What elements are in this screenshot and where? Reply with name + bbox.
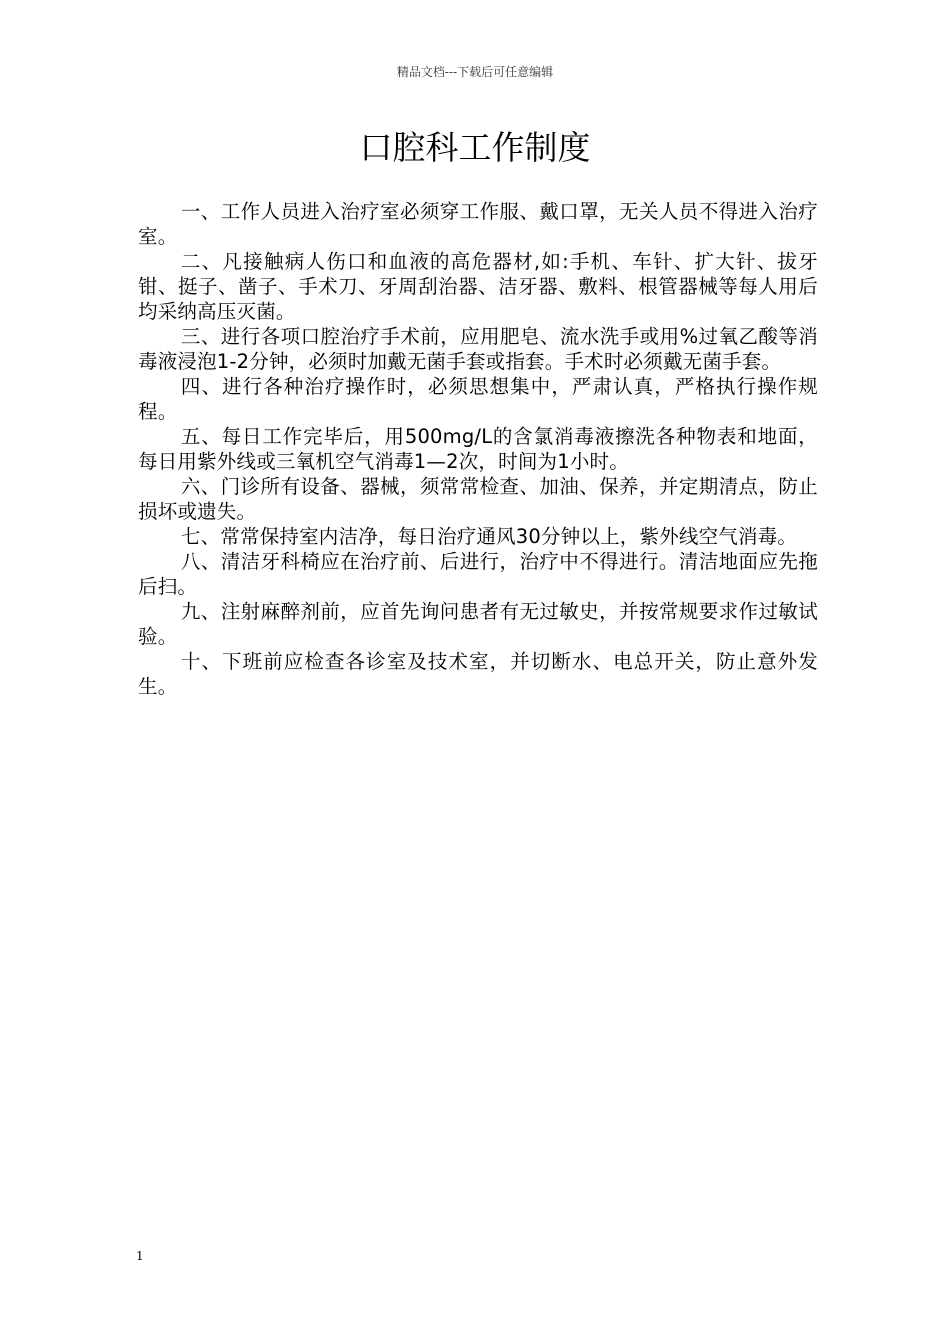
rule-item: 五、每日工作完毕后，用500mg/L的含氯消毒液擦洗各种物表和地面，每日用紫外线或三氧机空气消毒1—2次，时间为1小时。: [138, 425, 818, 473]
document-body: [138, 199, 818, 699]
rule-item: 十、下班前应检查各诊室及技术室，并切断水、电总开关，防止意外发生。: [138, 650, 818, 698]
rule-item: 八、清洁牙科椅应在治疗前、后进行，治疗中不得进行。清洁地面应先拖后扫。: [138, 550, 818, 598]
rule-item: 六、门诊所有设备、器械，须常常检查、加油、保养，并定期清点，防止损坏或遗失。: [138, 475, 818, 523]
rule-item: 七、常常保持室内洁净，每日治疗通风30分钟以上，紫外线空气消毒。: [180, 525, 798, 548]
document-title: 口腔科工作制度: [359, 128, 591, 167]
rule-item: 一、工作人员进入治疗室必须穿工作服、戴口罩，无关人员不得进入治疗室。: [138, 200, 818, 248]
page-number: 1: [136, 1249, 144, 1263]
rule-item: 三、进行各项口腔治疗手术前，应用肥皂、流水洗手或用%过氧乙酸等消毒液浸泡1-2分钟，必须时加戴无菌手套或指套。手术时必须戴无菌手套。: [138, 325, 818, 373]
page-header: 精品文档---下载后可任意编辑: [396, 65, 554, 79]
rule-item: 二、凡接触病人伤口和血液的高危器材,如:手机、车针、扩大针、拔牙钳、挺子、凿子、手术刀、牙周刮治器、洁牙器、敷料、根管器械等每人用后均采纳高压灭菌。: [138, 250, 818, 323]
rule-item: 四、进行各种治疗操作时，必须思想集中，严肃认真，严格执行操作规程。: [138, 375, 818, 423]
rule-item: 九、注射麻醉剂前，应首先询问患者有无过敏史，并按常规要求作过敏试验。: [138, 600, 818, 648]
